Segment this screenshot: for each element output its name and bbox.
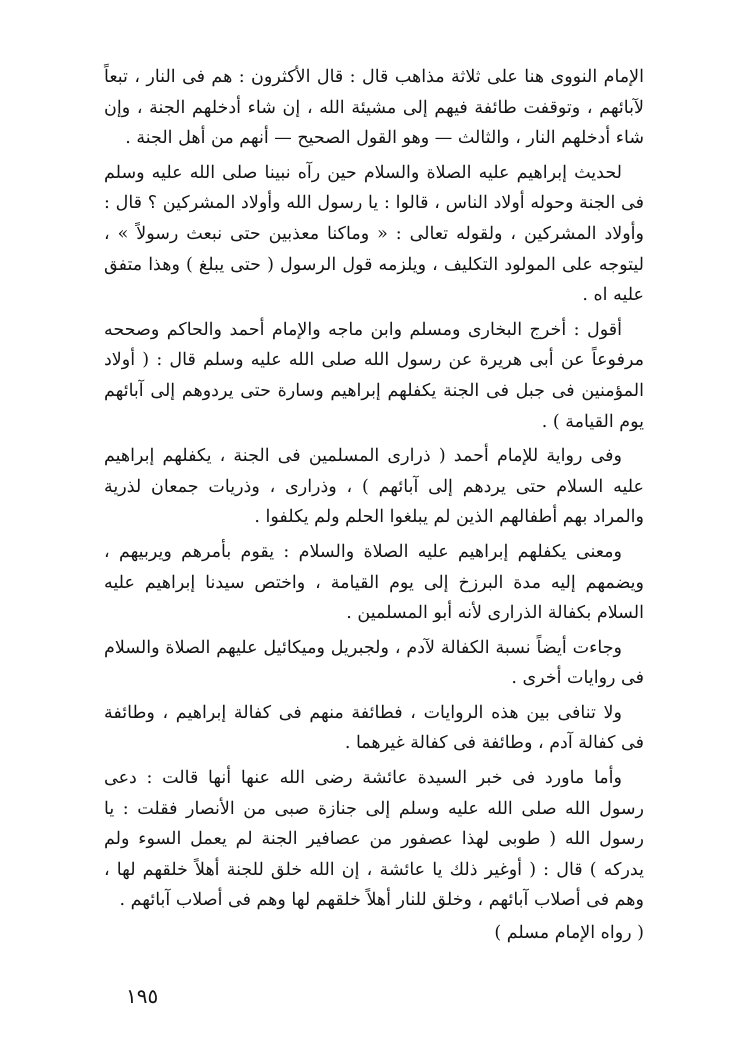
paragraph-4: وفى رواية للإمام أحمد ( ذرارى المسلمين فى الجنة ، يكفلهم إبراهيم عليه السلام حتى يردهم إلى آبائهم ) ، وذرارى ، وذريات جمعان لذرية والمراد بهم أطفالهم الذين لم يبلغوا الحلم ولم يكلفوا . [104, 446, 644, 528]
paragraph-6: وجاءت أيضاً نسبة الكفالة لآدم ، ولجبريل وميكائيل عليهم الصلاة والسلام فى روايات أخرى . [104, 637, 644, 689]
paragraph-8: وأما ماورد فى خبر السيدة عائشة رضى الله عنها أنها قالت : دعى رسول الله صلى الله عليه وسلم إلى جنازة صبى من الأنصار فقلت : يا رسول الله ( طوبى لهذا عصفور من عصافير الجنة لم يعمل السوء ولم يدركه ) قال : ( أوغير ذلك يا عائشة ، إن الله خلق للجنة أهلاً خلقهم لها ، وهم فى أصلاب آبائهم ، وخلق للنار أهلاً خلقهم لها وهم فى أصلاب آبائهم . [104, 768, 644, 911]
hadith-citation: ( رواه الإمام مسلم ) [494, 923, 644, 944]
paragraph-2: لحديث إبراهيم عليه الصلاة والسلام حين رآه نبينا صلى الله عليه وسلم فى الجنة وحوله أولاد الناس ، قالوا : يا رسول الله وأولاد المشركين ؟ قال : وأولاد المشركين ، ولقوله تعالى : « وماكنا معذبين حتى نبعث رسولاً » ، ليتوجه على المولود التكليف ، ويلزمه قول الرسول ( حتى يبلغ ) وهذا متفق عليه اه . [104, 162, 644, 306]
paragraph-3: أقول : أخرج البخارى ومسلم وابن ماجه والإمام أحمد والحاكم وصححه مرفوعاً عن أبى هريرة عن رسول الله صلى الله عليه وسلم قال : ( أولاد المؤمنين فى جبل فى الجنة يكفلهم إبراهيم وسارة حتى يردوهم إلى آبائهم يوم القيامة ) . [104, 319, 644, 432]
paragraph-5: ومعنى يكفلهم إبراهيم عليه الصلاة والسلام : يقوم بأمرهم ويربيهم ، ويضمهم إليه مدة البرزخ إلى يوم القيامة ، واختص سيدنا إبراهيم عليه السلام بكفالة الذرارى لأنه أبو المسلمين . [104, 541, 644, 624]
paragraph-1: الإمام النووى هنا على ثلاثة مذاهب قال : قال الأكثرون : هم فى النار ، تبعاً لآبائهم ، وتوقفت طائفة فيهم إلى مشيئة الله ، إن شاء أدخلهم الجنة ، وإن شاء أدخلهم النار ، والثالث — وهو القول الصحيح — أنهم من أهل الجنة . [104, 67, 644, 149]
paragraph-7: ولا تنافى بين هذه الروايات ، فطائفة منهم فى كفالة إبراهيم ، وطائفة فى كفالة آدم ، وطائفة فى كفالة غيرهما . [104, 702, 644, 754]
page-number: ١٩٥ [126, 984, 159, 1008]
body-text [104, 62, 644, 949]
